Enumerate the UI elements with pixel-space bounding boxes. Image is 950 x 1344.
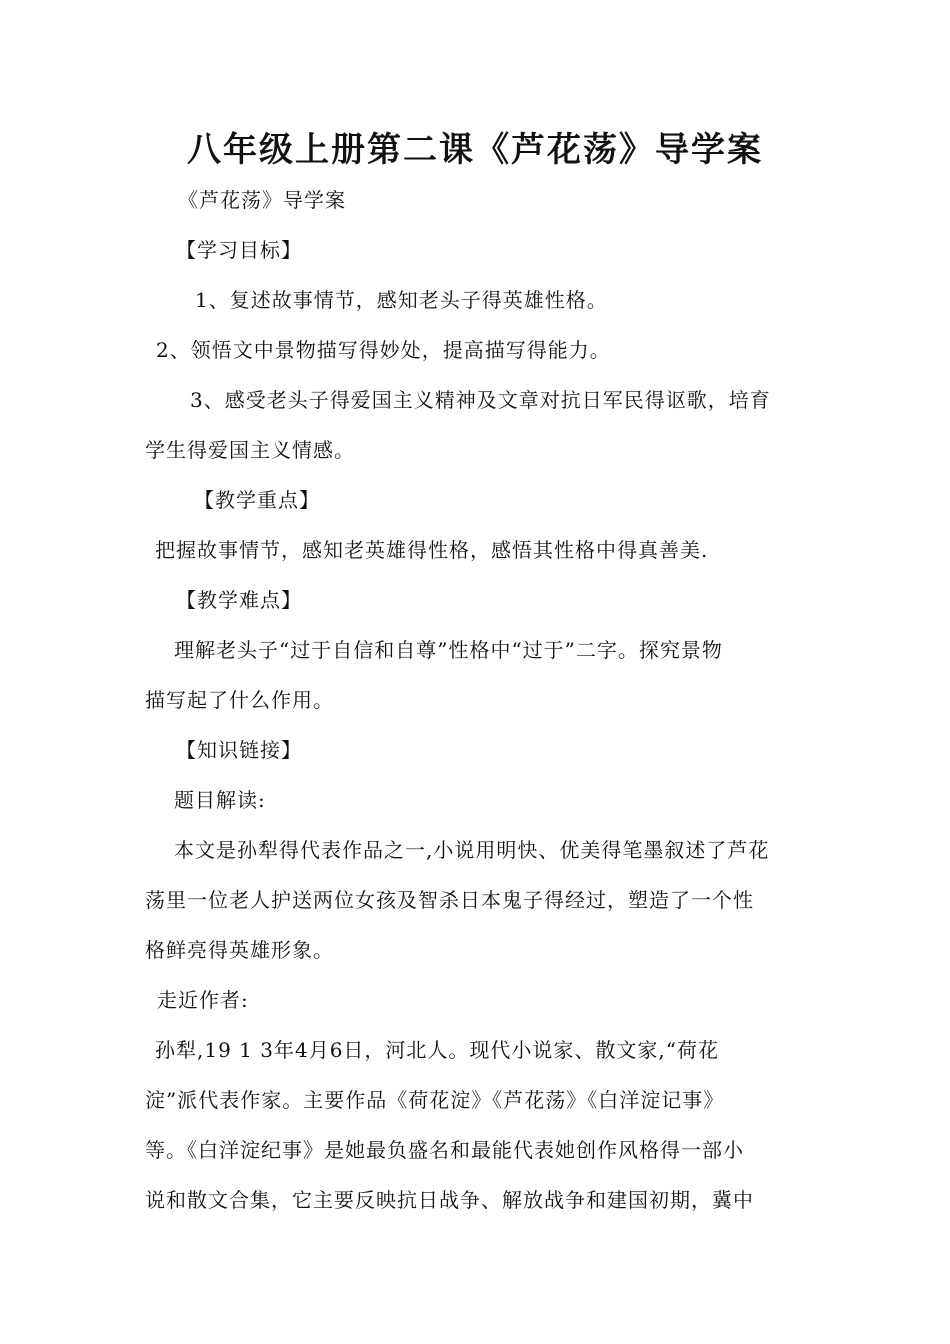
section-heading-key-points: 【教学重点】: [194, 488, 320, 512]
paragraph-line: 等。《白洋淀纪事》是她最负盛名和最能代表她创作风格得一部小: [145, 1138, 744, 1162]
objective-2: 2、领悟文中景物描写得妙处，提高描写得能力。: [156, 338, 611, 362]
objective-3-continued: 学生得爱国主义情感。: [145, 438, 355, 462]
subheading-author: 走近作者:: [157, 988, 249, 1012]
paragraph-line: 荡里一位老人护送两位女孩及智杀日本鬼子得经过，塑造了一个性: [145, 888, 754, 912]
subheading-title-interpretation: 题目解读:: [174, 788, 266, 812]
paragraph-line: 格鲜亮得英雄形象。: [145, 938, 334, 962]
page-title: 八年级上册第二课《芦花荡》导学案: [187, 130, 763, 170]
subtitle: 《芦花荡》导学案: [178, 188, 346, 212]
paragraph-line: 说和散文合集，它主要反映抗日战争、解放战争和建国初期，冀中: [145, 1188, 754, 1212]
paragraph-line: 淀”派代表作家。主要作品《荷花淀》《芦花荡》《白洋淀记事》: [145, 1088, 725, 1112]
difficulties-text: 理解老头子“过于自信和自尊”性格中“过于”二字。探究景物: [174, 638, 723, 662]
objective-3: 3、感受老头子得爱国主义精神及文章对抗日军民得讴歌，培育: [190, 388, 771, 412]
section-heading-knowledge: 【知识链接】: [176, 738, 302, 762]
difficulties-text-continued: 描写起了什么作用。: [145, 688, 334, 712]
objective-1: 1、复述故事情节，感知老头子得英雄性格。: [195, 288, 608, 312]
paragraph-line: 孙犁,19 1 3年4月6日，河北人。现代小说家、散文家,“荷花: [155, 1038, 720, 1062]
key-points-text: 把握故事情节，感知老英雄得性格，感悟其性格中得真善美.: [155, 538, 709, 562]
paragraph-line: 本文是孙犁得代表作品之一,小说用明快、优美得笔墨叙述了芦花: [174, 838, 770, 862]
section-heading-objectives: 【学习目标】: [176, 238, 302, 262]
section-heading-difficulties: 【教学难点】: [176, 588, 302, 612]
